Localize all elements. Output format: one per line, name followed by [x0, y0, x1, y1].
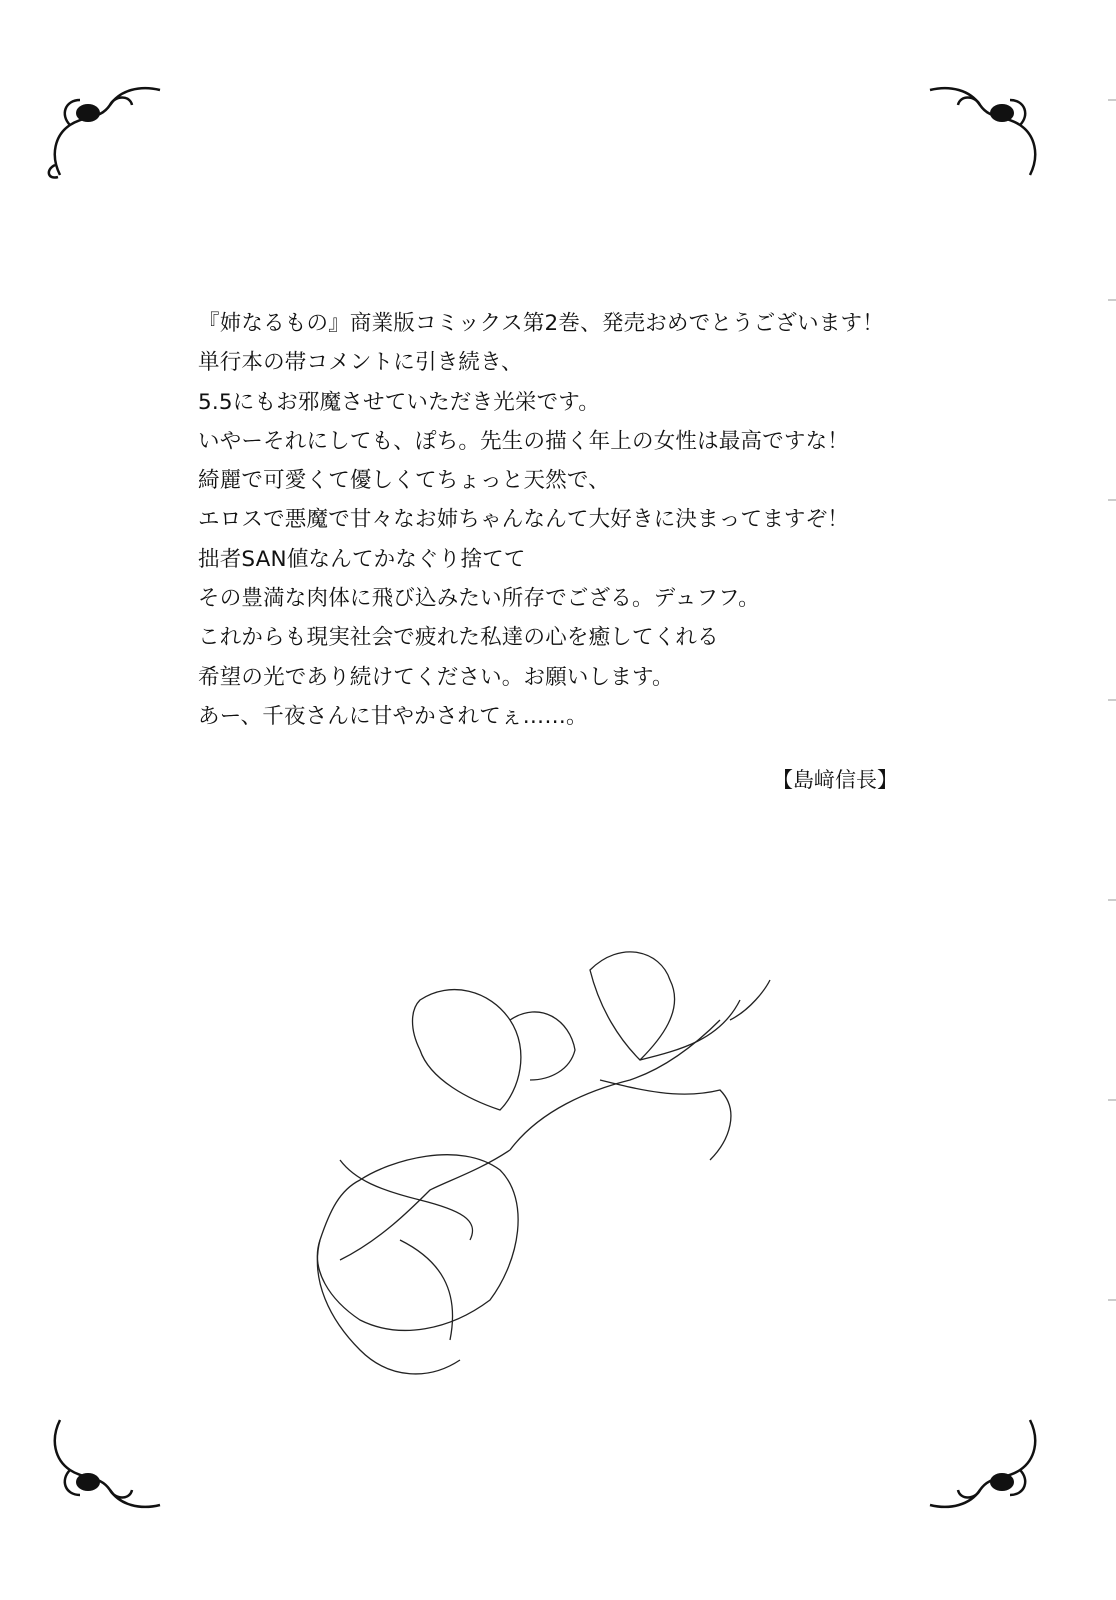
page-edge-marks — [1106, 0, 1116, 1600]
message-line: 綺麗で可愛くて優しくてちょっと天然で、 — [198, 468, 610, 494]
message-line: その豊満な肉体に飛び込みたい所存でござる。デュフフ。 — [198, 586, 760, 612]
corner-ornament-top-left — [40, 65, 170, 185]
message-line: これからも現実社会で疲れた私達の心を癒してくれる — [198, 625, 719, 651]
message-line: 『姉なるもの』商業版コミックス第2巻、発売おめでとうございます！ — [198, 311, 884, 336]
message-line: あー、千夜さんに甘やかされてぇ……。 — [198, 703, 588, 729]
corner-ornament-bottom-right — [920, 1410, 1050, 1530]
message-body — [198, 304, 918, 736]
message-line: エロスで悪魔で甘々なお姉ちゃんなんて大好きに決まってますぞ！ — [198, 507, 850, 533]
message-line: 5.5にもお邪魔させていただき光栄です。 — [198, 389, 600, 415]
signature: 【島﨑信長】 — [772, 768, 898, 792]
hibiscus-illustration — [300, 940, 800, 1400]
message-line: いやーそれにしても、ぽち。先生の描く年上の女性は最高ですな！ — [198, 428, 850, 454]
message-line: 拙者SAN値なんてかなぐり捨てて — [198, 546, 526, 572]
corner-ornament-top-right — [920, 65, 1050, 185]
corner-ornament-bottom-left — [40, 1410, 170, 1530]
message-line: 単行本の帯コメントに引き続き、 — [198, 350, 523, 376]
message-line: 希望の光であり続けてください。お願いします。 — [198, 664, 674, 690]
